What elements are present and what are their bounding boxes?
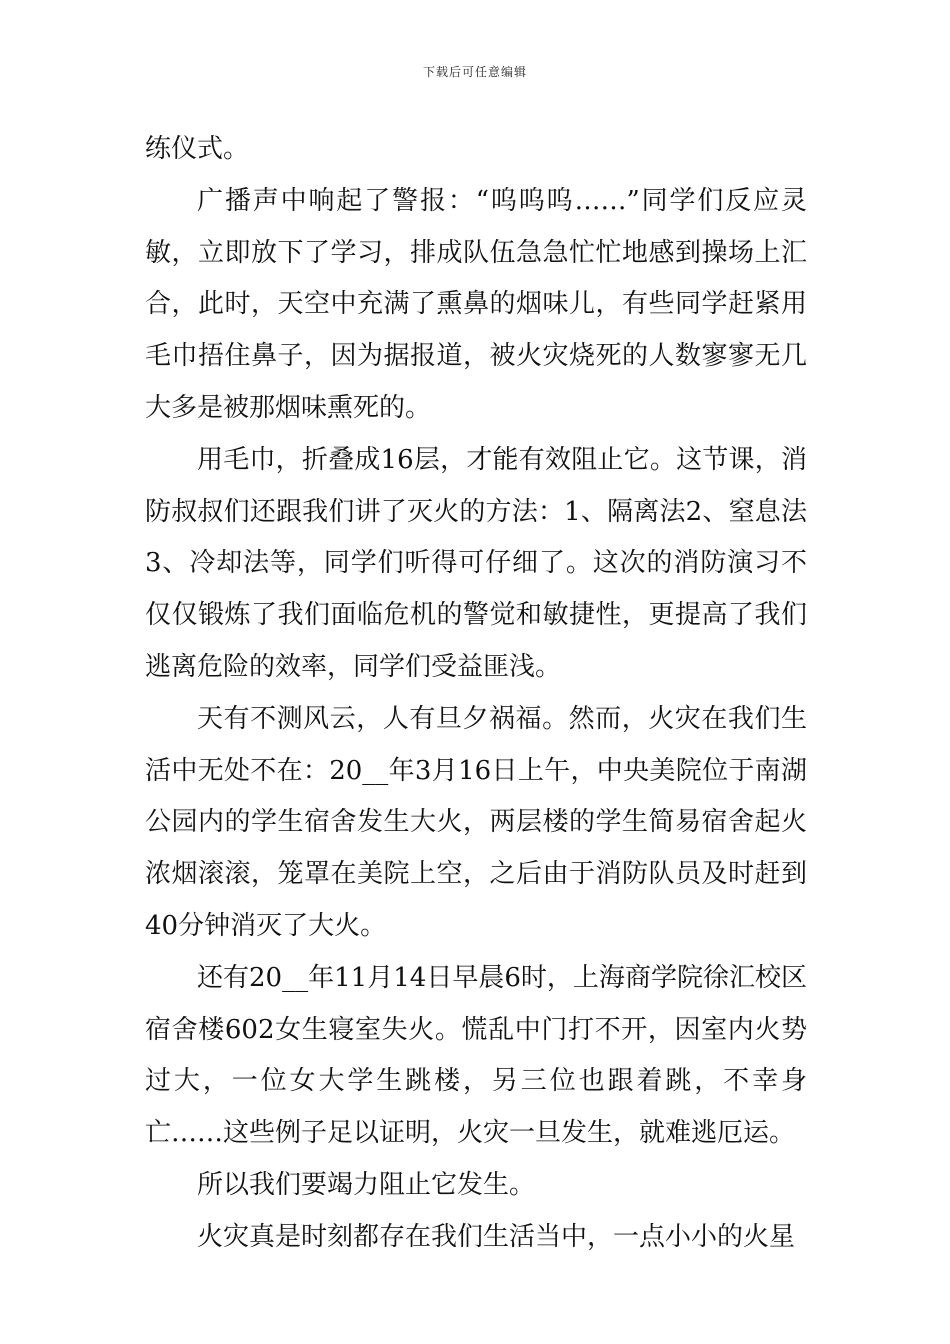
paragraph: 用毛巾，折叠成16层，才能有效阻止它。这节课，消防叔叔们还跟我们讲了灭火的方法：1、隔离法2、窒息法3、冷却法等，同学们听得可仔细了。这次的消防演习不仅仅锻炼了我们面临危机的警觉和敏捷性，更提高了我们逃离危险的效率，同学们受益匪浅。: [145, 444, 807, 682]
document-body: [145, 124, 807, 1264]
page-header: 下载后可任意编辑: [422, 65, 527, 79]
paragraph: 火灾真是时刻都存在我们生活当中，一点小小的火星: [197, 1221, 796, 1252]
paragraph: 所以我们要竭力阻止它发生。: [197, 1169, 536, 1200]
paragraph: 广播声中响起了警报：“呜呜呜……”同学们反应灵敏，立即放下了学习，排成队伍急急忙忙地感到操场上汇合，此时，天空中充满了熏鼻的烟味儿，有些同学赶紧用毛巾捂住鼻子，因为据报道，被火灾烧死的人数寥寥无几大多是被那烟味熏死的。: [145, 185, 807, 423]
paragraph: 天有不测风云，人有旦夕祸福。然而，火灾在我们生活中无处不在：20__年3月16日上午，中央美院位于南湖公园内的学生宿舍发生大火，两层楼的学生简易宿舍起火浓烟滚滚，笼罩在美院上空，之后由于消防队员及时赶到40分钟消灭了大火。: [145, 703, 807, 941]
paragraph: 练仪式。: [145, 134, 250, 164]
paragraph: 还有20__年11月14日早晨6时，上海商学院徐汇校区宿舍楼602女生寝室失火。慌乱中门打不开，因室内火势过大，一位女大学生跳楼，另三位也跟着跳，不幸身亡……这些例子足以证明，火灾一旦发生，就难逃厄运。: [145, 962, 807, 1149]
